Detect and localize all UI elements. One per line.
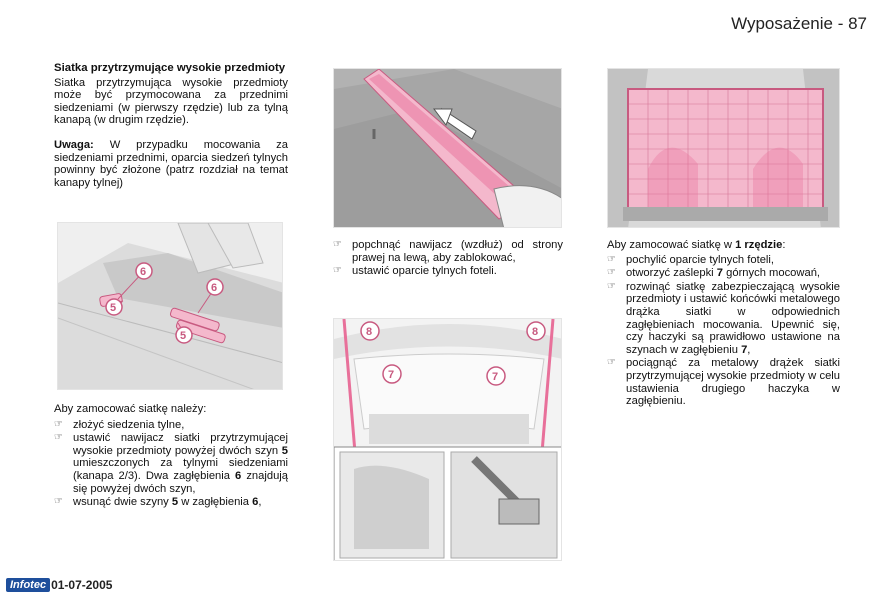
note-text: W przypadku mocowania za siedzeniami przednimi, oparcia siedzeń tylnych powinny być złożone (patrz rozdział na temat kanapy tylnej)	[54, 138, 288, 189]
hand-pointer-icon: ☞	[607, 253, 616, 265]
list-item: ☞ otworzyć zaślepki 7 górnych mocowań,	[607, 267, 821, 280]
steps-list	[607, 254, 840, 408]
list-item: ☞ pochylić oparcie tylnych foteli,	[607, 253, 774, 266]
note-label: Uwaga:	[54, 138, 94, 151]
net-installed-illustration	[607, 68, 840, 228]
lead-text: Aby zamocować siatkę w 1 rzędzie:	[607, 239, 786, 251]
hand-pointer-icon: ☞	[333, 239, 342, 250]
print-date: 01-07-2005	[51, 578, 113, 592]
callout-7b: 7	[492, 371, 499, 383]
callout-6b: 6	[211, 282, 218, 294]
callout-5a: 5	[110, 302, 117, 314]
callout-6a: 6	[140, 266, 147, 278]
hand-pointer-icon: ☞	[333, 265, 342, 277]
hand-pointer-icon: ☞	[607, 357, 616, 369]
trunk-rails-illustration	[57, 222, 283, 390]
callout-5b: 5	[180, 330, 187, 342]
list-item: ☞ ustawić nawijacz siatki przytrzymującej wysokie przedmioty powyżej dwóch szyn 5 umieszczonych za tylnymi siedzeniami (kanapa 2/3). Dwa zagłębienia 6 znajdują się powyżej dwóch szyn,	[54, 432, 288, 495]
list-item: ☞ wsunąć dwie szyny 5 w zagłębienia 6,	[54, 496, 262, 509]
list-item: ☞ złożyć siedzenia tylne,	[54, 418, 185, 431]
note-paragraph	[54, 139, 288, 189]
steps-list	[333, 239, 563, 278]
hand-pointer-icon: ☞	[607, 267, 616, 279]
intro-paragraph: Siatka przytrzymująca wysokie przedmioty może być przymocowana za przednimi siedzeniami (w pierwszy rzędzie) lub za tylną kanapą (w drugim rzędzie).	[54, 76, 288, 127]
callout-8b: 8	[532, 326, 539, 338]
lead-text: Aby zamocować siatkę należy:	[54, 403, 207, 415]
column-2	[333, 239, 563, 279]
steps-list	[54, 419, 288, 509]
hand-pointer-icon: ☞	[54, 432, 63, 444]
column-1-top	[54, 62, 288, 189]
section-heading: Siatka przytrzymujące wysokie przedmioty	[54, 62, 286, 74]
list-item: ☞ ustawić oparcie tylnych foteli.	[333, 265, 497, 278]
list-item: ☞ popchnąć nawijacz (wzdłuż) od strony prawej na lewą, aby zablokować,	[333, 239, 563, 264]
infotec-logo: Infotec	[6, 578, 50, 592]
callout-7a: 7	[388, 369, 395, 381]
callout-8a: 8	[366, 326, 373, 338]
hand-pointer-icon: ☞	[54, 418, 63, 430]
list-item: ☞ rozwinąć siatkę zabezpieczającą wysokie przedmioty i ustawić końcówki metalowego drążka siatki w odpowiednich zagłębieniach mocowania. Upewnić się, czy haczyki są prawidłowo ustawione na szynach w zagłębieniu 7,	[607, 280, 840, 356]
column-1-bottom	[54, 403, 288, 510]
page-title: Wyposażenie - 87	[731, 14, 867, 33]
hand-pointer-icon: ☞	[54, 496, 63, 508]
column-3	[607, 239, 840, 409]
hand-pointer-icon: ☞	[607, 280, 616, 292]
footer	[6, 578, 112, 592]
list-item: ☞ pociągnąć za metalowy drążek siatki przytrzymującej wysokie przedmioty w celu ustawienia drugiego haczyka w zagłębieniu.	[607, 357, 840, 408]
upper-anchor-illustration	[333, 318, 562, 561]
roller-push-illustration	[333, 68, 562, 228]
